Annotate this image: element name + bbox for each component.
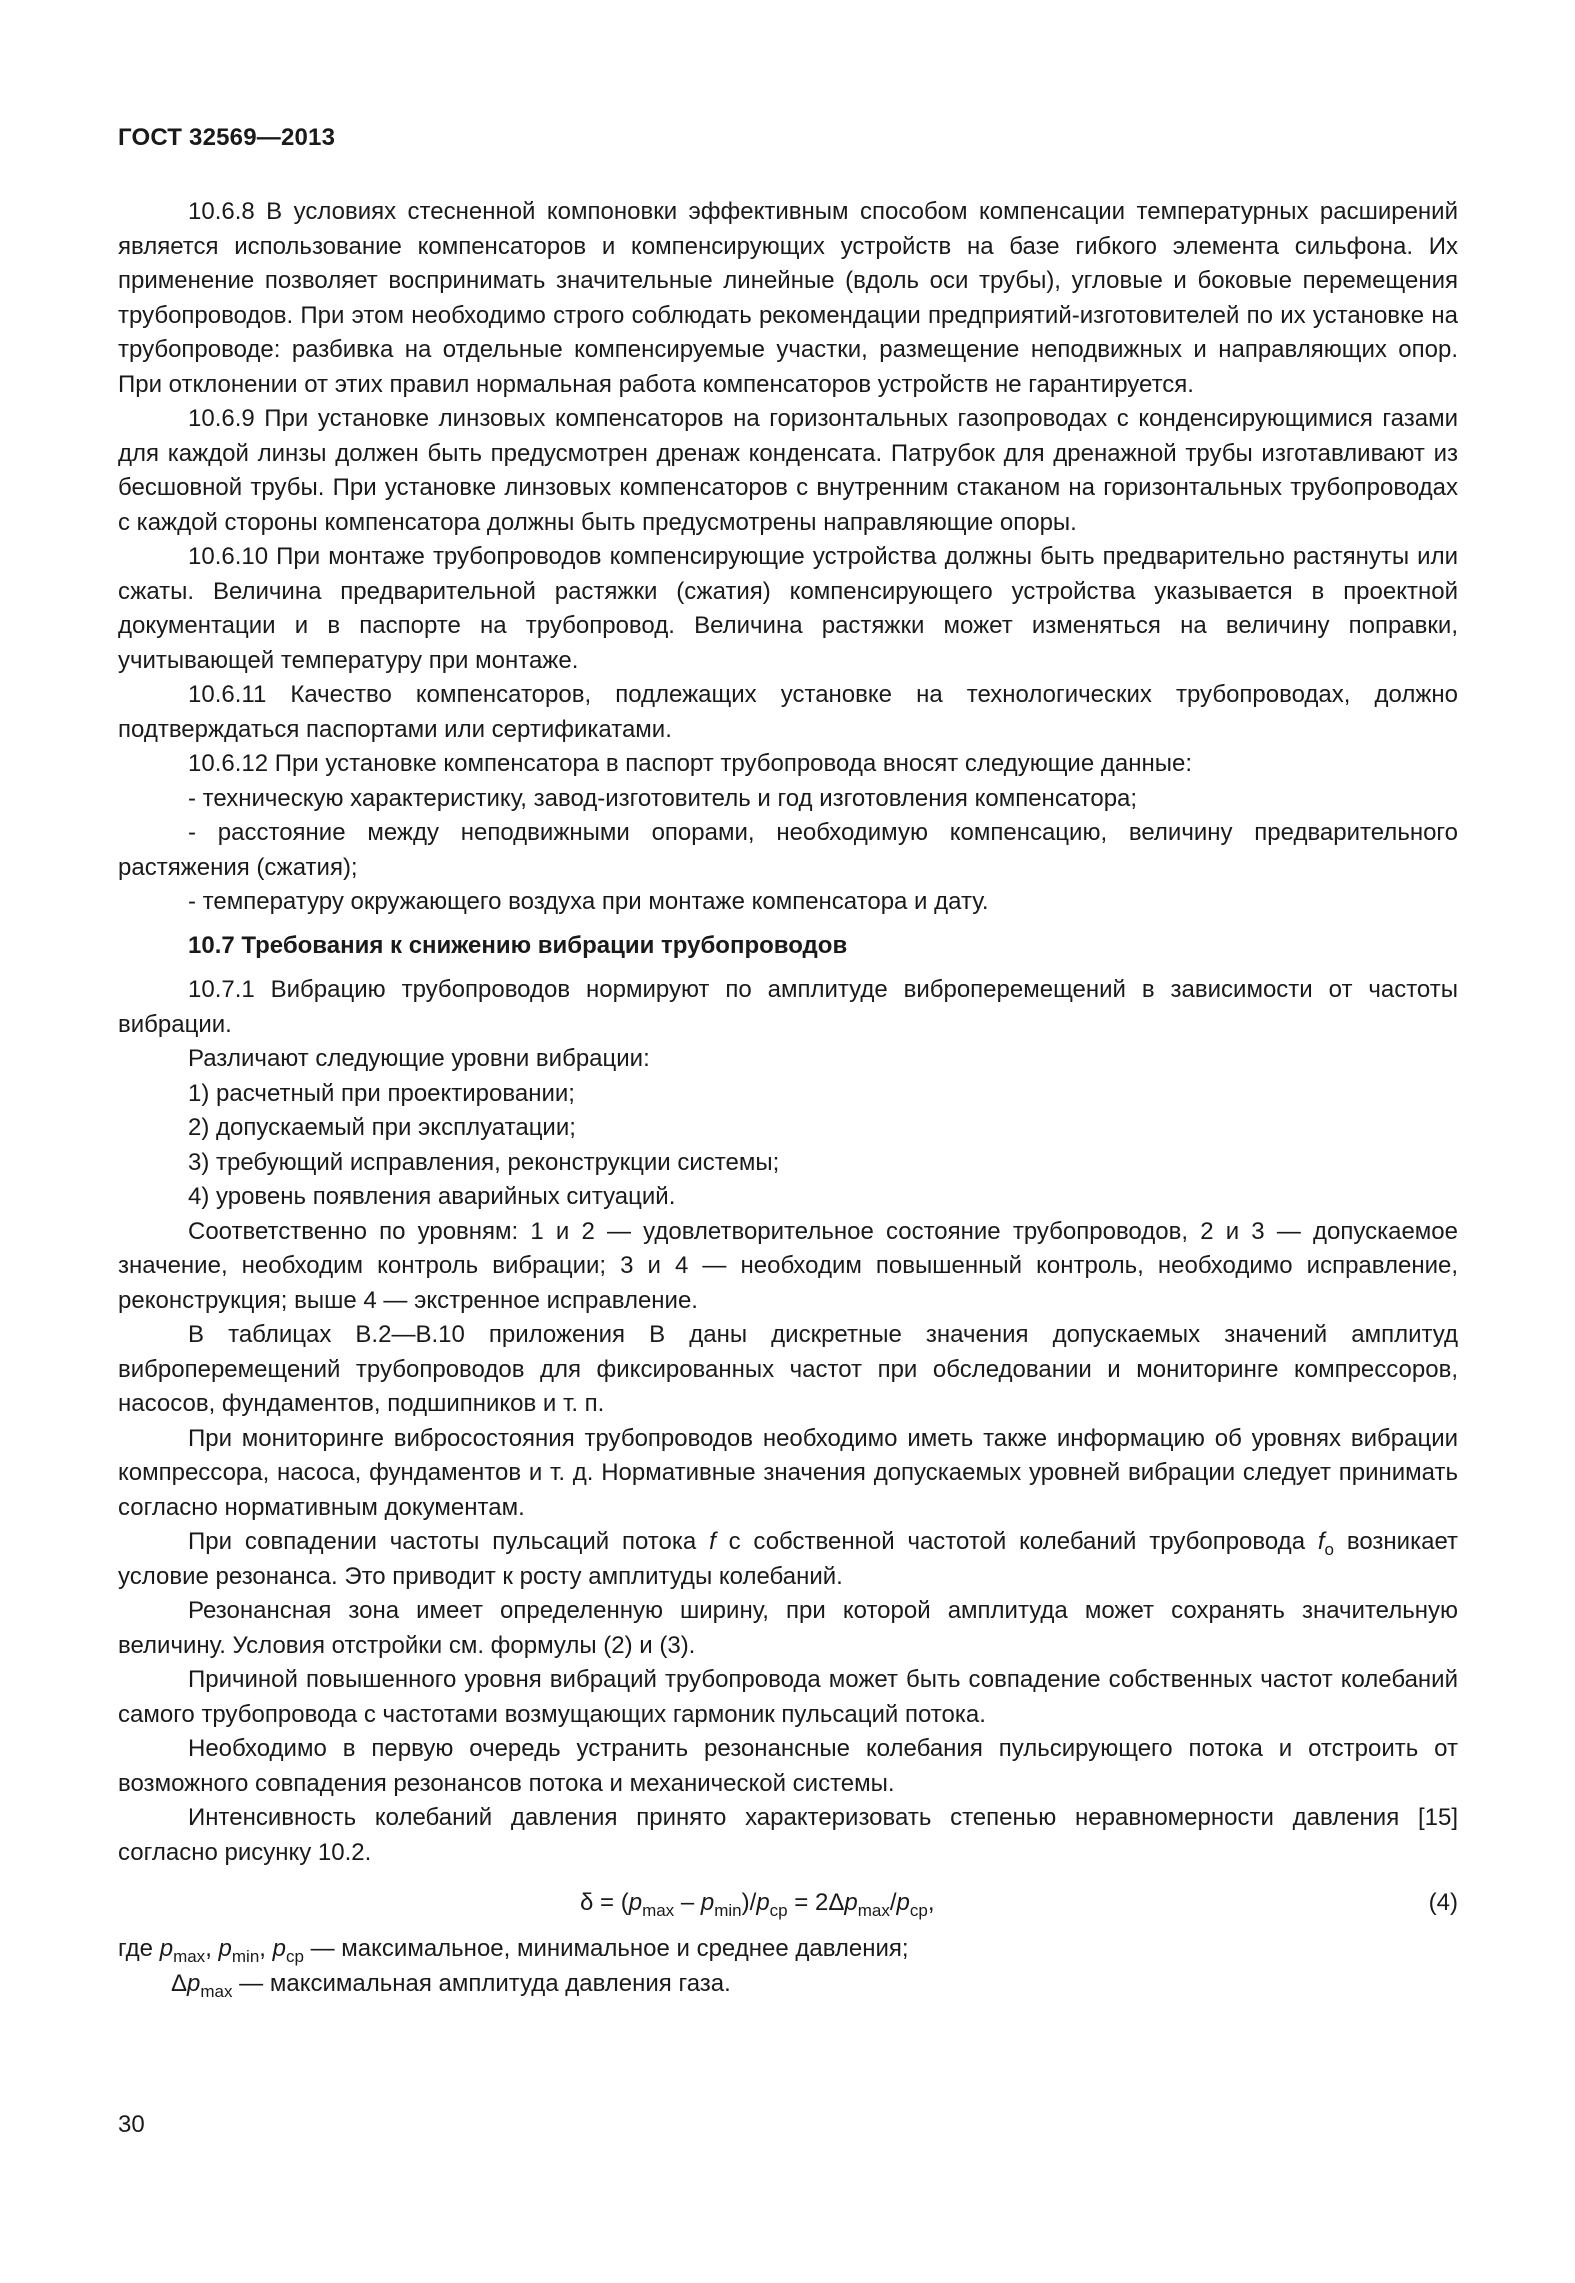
list-item: 3) требующий исправления, реконструкции системы; xyxy=(188,1148,780,1176)
where-clause: где $p_{max}$, $p_{min}$, $p_{ср}$ — максимальное, минимальное и среднее давления; xyxy=(118,1935,909,1966)
list-item: - температуру окружающего воздуха при монтаже компенсатора и дату. xyxy=(188,888,989,915)
paragraph-10-6-10: 10.6.10 При монтаже трубопроводов компенсирующие устройства должны быть предварительно растянуты или сжаты. Величина предварительной растяжки (сжатия) компенсирующего устройства указывается в проектной документации и в паспорте на трубопровод. Величина растяжки может изменяться на величину поправки, учитывающей температуру при монтаже. xyxy=(118,543,1458,674)
list-item: - техническую характеристику, завод-изготовитель и год изготовления компенсатора; xyxy=(188,784,1138,812)
paragraph-10-6-11: 10.6.11 Качество компенсаторов, подлежащих установке на технологических трубопроводах, должно подтверждаться паспортами или сертификатами. xyxy=(118,681,1458,743)
levels-intro: Различают следующие уровни вибрации: xyxy=(188,1045,650,1072)
paragraph-correspondence: Соответственно по уровням: 1 и 2 — удовлетворительное состояние трубопроводов, 2 и 3 — допускаемое значение, необходим контроль вибрации; 3 и 4 — необходим повышенный контроль, необходимо исправление, реконструкция; выше 4 — экстренное исправление. xyxy=(118,1217,1458,1314)
paragraph-10-7-1: 10.7.1 Вибрацию трубопроводов нормируют по амплитуде виброперемещений в зависимости от частоты вибрации. xyxy=(118,976,1458,1038)
paragraph-10-6-9: 10.6.9 При установке линзовых компенсаторов на горизонтальных газопроводах с конденсирующимися газами для каждой линзы должен быть предусмотрен дренаж конденсата. Патрубок для дренажной трубы изготавливают из бесшовной трубы. При установке линзовых компенсаторов с внутренним стаканом на горизонтальных трубопроводах с каждой стороны компенсатора должны быть предусмотрены направляющие опоры. xyxy=(118,405,1458,536)
paragraph-10-6-8: 10.6.8 В условиях стесненной компоновки эффективным способом компенсации температурных расширений является использование компенсаторов и компенсирующих устройств на базе гибкого элемента сильфона. Их применение позволяет воспринимать значительные линейные (вдоль оси трубы), угловые и боковые перемещения трубопроводов. При этом необходимо строго соблюдать рекомендации предприятий-изготовителей по их установке на трубопроводе: разбивка на отдельные компенсируемые участки, размещение неподвижных и направляющих опор. При отклонении от этих правил нормальная работа компенсаторов устройств не гарантируется. xyxy=(118,198,1458,398)
paragraph-intensity: Интенсивность колебаний давления принято характеризовать степенью неравномерности давления [15] согласно рисунку 10.2. xyxy=(118,1804,1458,1866)
document-header: ГОСТ 32569—2013 xyxy=(118,124,336,151)
formula-number: (4) xyxy=(1428,1889,1458,1916)
document-body xyxy=(118,195,1458,2001)
paragraph-cause: Причиной повышенного уровня вибраций трубопровода может быть совпадение собственных частот колебаний самого трубопровода с частотами возмущающих гармоник пульсаций потока. xyxy=(118,1666,1458,1728)
paragraph-monitoring: При мониторинге вибросостояния трубопроводов необходимо иметь также информацию об уровнях вибрации компрессора, насоса, фундаментов и т. д. Нормативные значения допускаемых уровней вибрации следует принимать согласно нормативным документам. xyxy=(118,1424,1458,1521)
list-item: - расстояние между неподвижными опорами, необходимую компенсацию, величину предварительного растяжения (сжатия); xyxy=(118,819,1458,881)
paragraph-first: Необходимо в первую очередь устранить резонансные колебания пульсирующего потока и отстроить от возможного совпадения резонансов потока и механической системы. xyxy=(118,1735,1458,1797)
section-heading-10-7: 10.7 Требования к снижению вибрации трубопроводов xyxy=(188,931,848,959)
where-clause-delta: $\Delta p_{max}$ — максимальная амплитуда давления газа. xyxy=(171,1969,731,2001)
paragraph-resonance-zone: Резонансная зона имеет определенную ширину, при которой амплитуда может сохранять значительную величину. Условия отстройки см. формулы (2) и (3). xyxy=(118,1597,1458,1659)
paragraph-10-6-12: 10.6.12 При установке компенсатора в паспорт трубопровода вносят следующие данные: xyxy=(188,750,1192,777)
list-item: 4) уровень появления аварийных ситуаций. xyxy=(188,1183,676,1210)
paragraph-tables: В таблицах В.2—В.10 приложения В даны дискретные значения допускаемых значений амплитуд виброперемещений трубопроводов для фиксированных частот при обследовании и мониторинге компрессоров, насосов, фундаментов, подшипников и т. п. xyxy=(118,1321,1458,1417)
formula-4 xyxy=(118,1876,1458,1928)
list-item: 2) допускаемый при эксплуатации; xyxy=(188,1114,576,1141)
list-item: 1) расчетный при проектировании; xyxy=(188,1079,575,1107)
page-number: 30 xyxy=(118,2111,145,2138)
paragraph-resonance: При совпадении частоты пульсаций потока f с собственной частотой колебаний трубопровода $f_o$ возникает условие резонанса. Это приводит к росту амплитуды колебаний. xyxy=(118,1528,1458,1590)
formula-expression: $\delta = (p_{max} - p_{min})/p_{ср} = 2\Delta p_{max}/p_{ср}$, xyxy=(580,1889,935,1920)
